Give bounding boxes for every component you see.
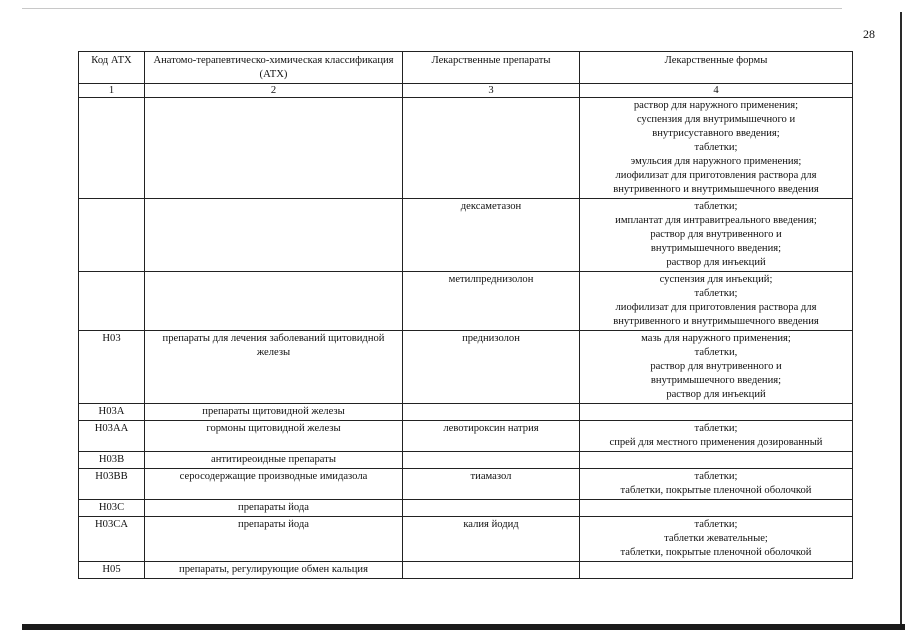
cell-atc-code: H03AA [79,421,145,452]
header-atc-code: Код АТХ [79,52,145,84]
cell-drug [403,562,580,579]
dosage-form-line: таблетки; [694,201,738,212]
cell-atc-classification: препараты, регулирующие обмен кальция [145,562,403,579]
dosage-form-line: раствор для инъекций [666,257,766,268]
header-drugs: Лекарственные препараты [403,52,580,84]
cell-drug: левотироксин натрия [403,421,580,452]
table-row [79,517,853,562]
dosage-form-line: таблетки; [694,142,738,153]
dosage-form-line: внутривенного и внутримышечного введения [613,184,819,195]
cell-dosage-forms [580,562,853,579]
cell-dosage-forms [580,421,853,452]
table-row [79,331,853,404]
dosage-form-line: раствор для наружного применения; [633,100,799,111]
column-number: 3 [403,84,580,98]
dosage-form-line: таблетки жевательные; [664,533,768,544]
scan-top-edge [22,8,842,9]
cell-atc-classification: препараты йода [145,517,403,562]
cell-dosage-forms [580,331,853,404]
cell-atc-code [79,199,145,272]
cell-dosage-forms [580,452,853,469]
cell-dosage-forms [580,469,853,500]
table-row [79,469,853,500]
cell-drug [403,452,580,469]
cell-atc-classification [145,199,403,272]
dosage-form-line: лиофилизат для приготовления раствора для [615,302,817,313]
cell-atc-code: H03A [79,404,145,421]
table-row [79,199,853,272]
cell-atc-code: H03B [79,452,145,469]
cell-drug: преднизолон [403,331,580,404]
table-row [79,500,853,517]
dosage-form-line: внутримышечного введения; [650,243,782,254]
cell-drug: тиамазол [403,469,580,500]
table-row [79,452,853,469]
cell-drug: дексаметазон [403,199,580,272]
header-dosage-forms: Лекарственные формы [580,52,853,84]
cell-atc-classification: серосодержащие производные имидазола [145,469,403,500]
table-row [79,562,853,579]
cell-drug: метилпреднизолон [403,272,580,331]
cell-atc-code: H05 [79,562,145,579]
dosage-form-line: внутривенного и внутримышечного введения [613,316,819,327]
dosage-form-line: суспензия для инъекций; [659,274,773,285]
cell-atc-code: H03C [79,500,145,517]
cell-atc-classification: препараты йода [145,500,403,517]
header-atc-classification: Анатомо-терапевтическо-химическая классификация (АТХ) [145,52,403,84]
cell-atc-classification: антитиреоидные препараты [145,452,403,469]
cell-dosage-forms [580,404,853,421]
dosage-form-line: внутримышечного введения; [650,375,782,386]
cell-drug [403,500,580,517]
cell-dosage-forms [580,272,853,331]
column-number: 2 [145,84,403,98]
dosage-form-line: раствор для инъекций [666,389,766,400]
cell-atc-classification [145,98,403,199]
cell-drug [403,404,580,421]
dosage-form-line: эмульсия для наружного применения; [630,156,802,167]
table-row [79,272,853,331]
cell-atc-code [79,98,145,199]
cell-dosage-forms [580,199,853,272]
dosage-form-line: таблетки; [694,423,738,434]
cell-drug [403,98,580,199]
dosage-form-line: спрей для местного применения дозированный [609,437,823,448]
dosage-form-line: лиофилизат для приготовления раствора для [615,170,817,181]
table-row [79,98,853,199]
dosage-form-line: таблетки; [694,288,738,299]
dosage-form-line: внутрисуставного введения; [652,128,780,139]
cell-dosage-forms [580,98,853,199]
cell-atc-code: H03BB [79,469,145,500]
cell-atc-code: H03CA [79,517,145,562]
cell-dosage-forms [580,500,853,517]
cell-dosage-forms [580,517,853,562]
atc-drug-table [78,51,853,579]
header-row [79,52,853,84]
scan-right-edge [900,12,902,628]
dosage-form-line: таблетки; [694,471,738,482]
column-number-row [79,84,853,98]
dosage-form-line: раствор для внутривенного и [650,361,782,372]
dosage-form-line: таблетки; [694,519,738,530]
cell-atc-code [79,272,145,331]
cell-atc-classification: препараты для лечения заболеваний щитовидной железы [145,331,403,404]
cell-atc-classification: препараты щитовидной железы [145,404,403,421]
scan-bottom-edge [22,624,905,630]
table-body [79,98,853,579]
cell-atc-classification [145,272,403,331]
dosage-form-line: мазь для наружного применения; [641,333,791,344]
page-number: 28 [863,27,875,41]
dosage-form-line: суспензия для внутримышечного и [636,114,796,125]
dosage-form-line: таблетки, покрытые пленочной оболочкой [620,485,812,496]
dosage-form-line: раствор для внутривенного и [650,229,782,240]
dosage-form-line: таблетки, [694,347,738,358]
table-row [79,404,853,421]
column-number: 1 [79,84,145,98]
dosage-form-line: имплантат для интравитреального введения; [615,215,817,226]
column-number: 4 [580,84,853,98]
cell-drug: калия йодид [403,517,580,562]
cell-atc-code: H03 [79,331,145,404]
dosage-form-line: таблетки, покрытые пленочной оболочкой [620,547,812,558]
table-row [79,421,853,452]
cell-atc-classification: гормоны щитовидной железы [145,421,403,452]
